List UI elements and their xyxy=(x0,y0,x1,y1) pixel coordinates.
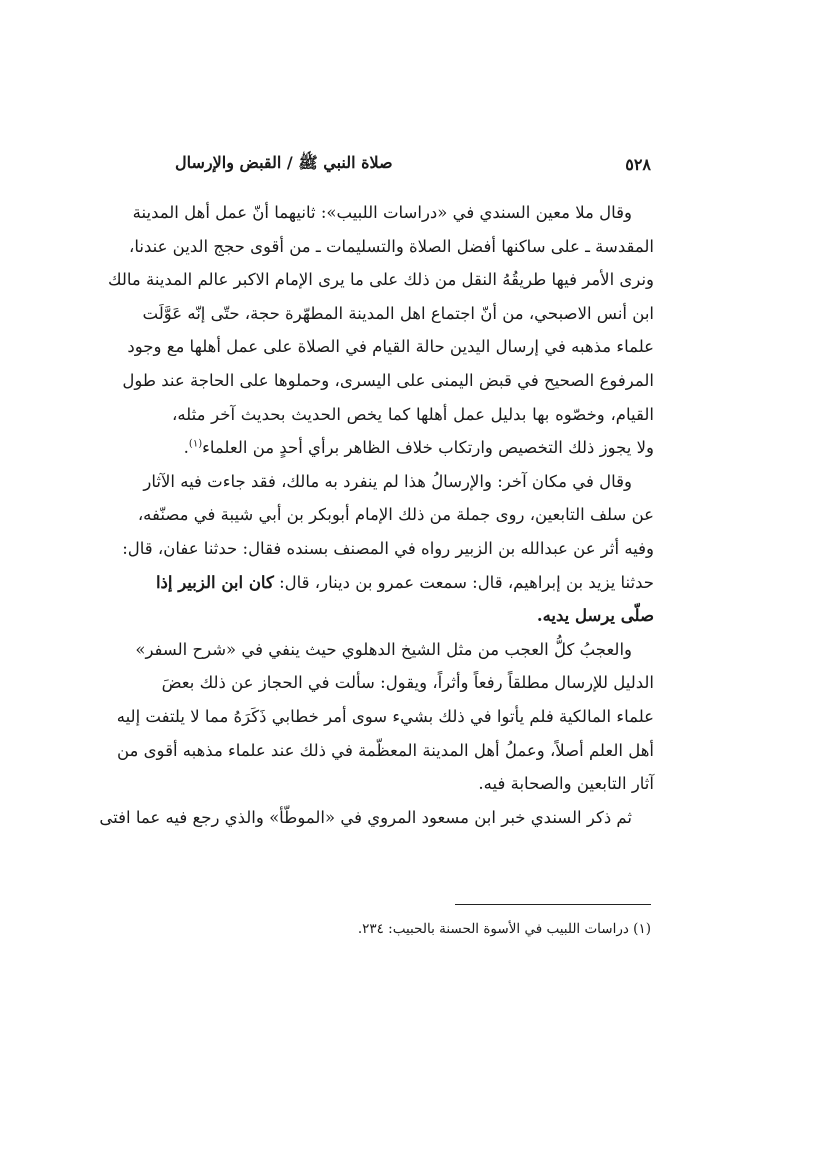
text-line: علماء مذهبه في إرسال اليدين حالة القيام في الصلاة على عمل أهلها مع وجود xyxy=(127,337,654,357)
footnote-marker[interactable]: (١) xyxy=(188,438,203,450)
header-title: صلاة النبي ﷺ / القبض والإرسال xyxy=(175,152,393,172)
footnote-text: (١) دراسات اللبيب في الأسوة الحسنة بالحبيب: ٢٣٤. xyxy=(357,921,651,937)
text-line-content: حدثنا يزيد بن إبراهيم، قال: سمعت عمرو بن دينار، قال: xyxy=(279,572,654,592)
text-line: والعجبُ كلُّ العجب من مثل الشيخ الدهلوي حيث ينفي في «شرح السفر» xyxy=(135,639,632,659)
text-line: عن سلف التابعين، روى جملة من ذلك الإمام أبوبكر بن أبي شيبة في مصنّفه، xyxy=(137,505,654,525)
text-line: ابن أنس الاصبحي، من أنّ اجتماع اهل المدينة المطهّرة حجة، حتّى إنّه عَوَّلَت xyxy=(142,303,654,323)
text-line: القيام، وخصّوه بها بدليل عمل أهلها كما يخص الحديث بحديث آخر مثله، xyxy=(172,404,654,424)
text-line: وقال ملا معين السندي في «دراسات اللبيب»: ثانيهما أنّ عمل أهل المدينة xyxy=(132,203,632,222)
footnote xyxy=(175,918,651,940)
text-line: وقال في مكان آخر: والإرسالُ هذا لم ينفرد به مالك، فقد جاءت فيه الآثار xyxy=(143,471,632,491)
paragraph-4 xyxy=(99,801,654,835)
text-line: الدليل للإرسال مطلقاً رفعاً وأثراً، ويقول: سألت في الحجاز عن ذلك بعضَ xyxy=(161,673,654,693)
page-number: ٥٢٨ xyxy=(625,154,651,174)
text-line: ثم ذكر السندي خبر ابن مسعود المروي في «الموطّأ» والذي رجع فيه عما افتى xyxy=(99,807,632,827)
paragraph-2 xyxy=(122,465,654,633)
text-line: علماء المالكية فلم يأتوا في ذلك بشيء سوى أمر خطابي ذَكَرَهُ مما لا يلتفت إليه xyxy=(116,706,654,726)
text-line: المقدسة ـ على ساكنها أفضل الصلاة والتسليمات ـ من أقوى حجج الدين عندنا، xyxy=(129,236,654,256)
paragraph-3 xyxy=(116,633,654,801)
sentence-end: . xyxy=(183,438,189,458)
quoted-narration: كان ابن الزبير إذا xyxy=(155,572,274,592)
quoted-narration-end: صلّى يرسل يديه. xyxy=(536,606,654,626)
footnote-separator xyxy=(455,904,651,905)
text-line-last xyxy=(172,431,654,465)
paragraph-1 xyxy=(107,196,654,465)
text-line: ونرى الأمر فيها طريقُهُ النقل من ذلك على ما يرى الإمام الاكبر عالم المدينة مالك xyxy=(107,270,654,290)
running-header xyxy=(175,150,651,178)
text-line: المرفوع الصحيح في قبض اليمنى على اليسرى، وحملوها على الحاجة عند طول xyxy=(122,370,654,390)
text-line-content: ولا يجوز ذلك التخصيص وارتكاب خلاف الظاهر برأي أحدٍ من العلماء xyxy=(202,438,654,458)
text-line-mixed xyxy=(155,566,654,600)
text-line: آثار التابعين والصحابة فيه. xyxy=(478,774,654,794)
main-text xyxy=(99,196,654,834)
text-line: وفيه أثر عن عبدالله بن الزبير رواه في المصنف بسنده فقال: حدثنا عفان، قال: xyxy=(122,538,654,558)
text-line: أهل العلم أصلاً، وعملُ أهل المدينة المعظّمة في ذلك عند علماء مذهبه أقوى من xyxy=(116,740,654,760)
